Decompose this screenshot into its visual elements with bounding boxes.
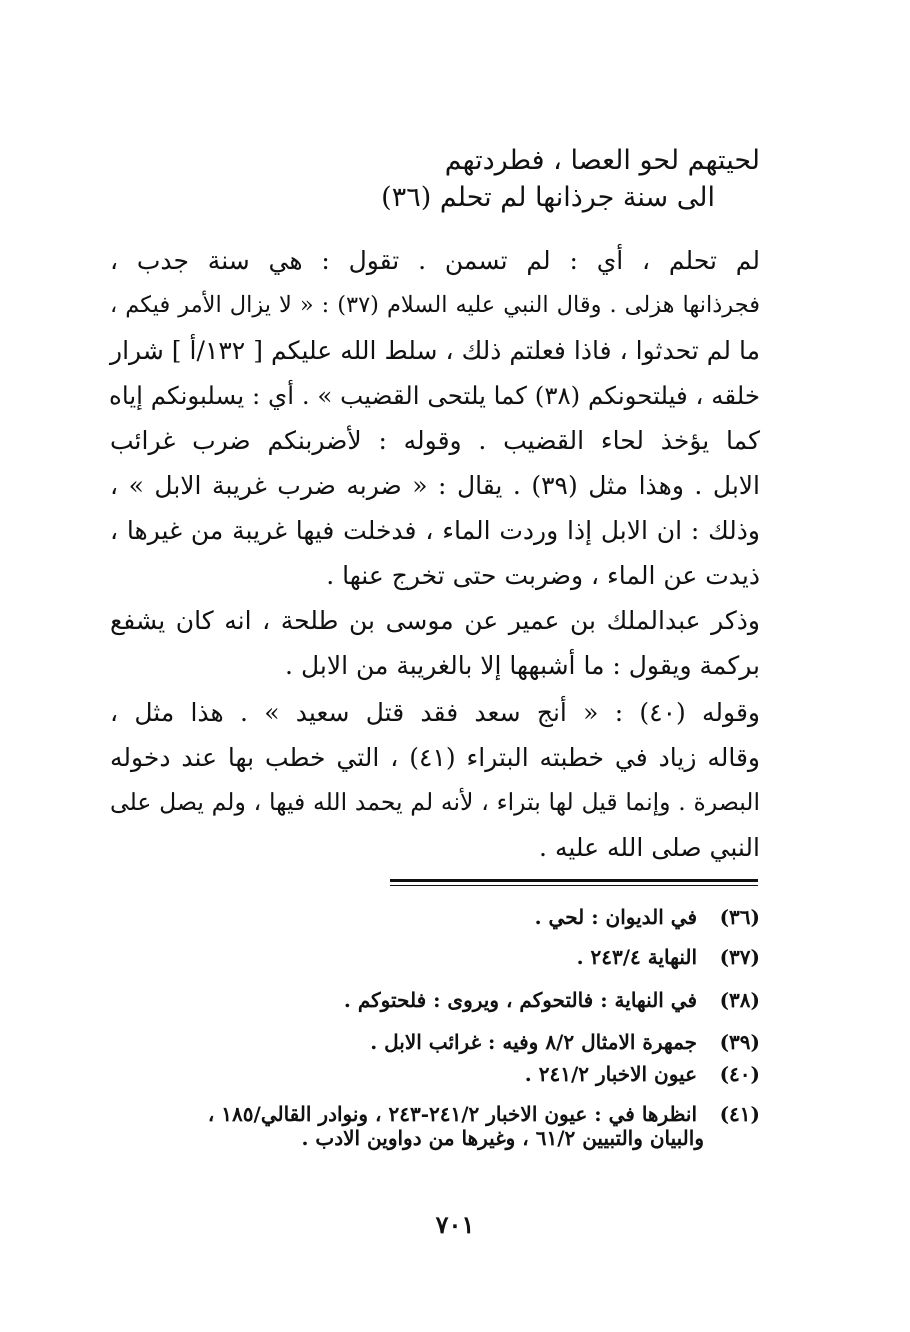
- text-line: لم تحلم ، أي : لم تسمن . تقول : هي سنة جدب ،: [110, 246, 760, 275]
- footnote: [535, 905, 760, 929]
- text-line: ما لم تحدثوا ، فاذا فعلتم ذلك ، سلط الله عليكم [ ١٣٢/أ ] شرار: [110, 336, 760, 365]
- poem-verse-2: الى سنة جرذانها لم تحلم (٣٦): [381, 182, 715, 213]
- footnote: [344, 988, 760, 1012]
- footnote-number: (٣٨): [719, 988, 760, 1012]
- text-line: الابل . وهذا مثل (٣٩) . يقال : « ضربه ضرب غريبة الابل » ،: [110, 471, 760, 500]
- text-line: البصرة . وإنما قيل لها بتراء ، لأنه لم يحمد الله فيها ، ولم يصل على: [110, 788, 760, 816]
- text-line: كما يؤخذ لحاء القضيب . وقوله : لأضربنكم ضرب غرائب: [110, 426, 760, 455]
- text-line: ذيدت عن الماء ، وضربت حتى تخرج عنها .: [326, 561, 760, 590]
- footnote-text: النهاية ٢٤٣/٤ .: [576, 945, 698, 969]
- footnote-separator: [390, 879, 758, 882]
- poem-verse-1: لحيتهم لحو العصا ، فطردتهم: [444, 145, 760, 176]
- footnote: [577, 945, 760, 969]
- footnote-number: (٣٧): [719, 945, 760, 969]
- text-line: وذلك : ان الابل إذا وردت الماء ، فدخلت فيها غريبة من غيرها ،: [110, 516, 760, 545]
- footnote: [370, 1030, 760, 1054]
- footnote-number: (٣٦): [719, 905, 760, 929]
- footnote-number: (٣٩): [719, 1030, 760, 1054]
- text-line: بركمة ويقول : ما أشبهها إلا بالغريبة من الابل .: [285, 651, 760, 680]
- text-line: وذكر عبدالملك بن عمير عن موسى بن طلحة ، انه كان يشفع: [110, 606, 760, 635]
- text-line: النبي صلى الله عليه .: [539, 833, 760, 862]
- text-line: خلقه ، فيلتحونكم (٣٨) كما يلتحى القضيب » . أي : يسلبونكم إياه: [109, 381, 760, 410]
- text-line: وقوله (٤٠) : « أنج سعد فقد قتل سعيد » . هذا مثل ،: [110, 698, 760, 727]
- paragraph-1: [110, 238, 760, 598]
- footnote-text: انظرها في : عيون الاخبار ٢٤١/٢-٢٤٣ ، ونوادر القالي/١٨٥ ،: [207, 1102, 698, 1126]
- footnote-text: جمهرة الامثال ٨/٢ وفيه : غرائب الابل .: [370, 1030, 698, 1054]
- text-line: وقاله زياد في خطبته البتراء (٤١) ، التي خطب بها عند دخوله: [110, 743, 760, 772]
- footnote-number: (٤١): [719, 1102, 760, 1126]
- footnote-number: (٤٠): [719, 1062, 760, 1086]
- footnote-text: في الديوان : لحي .: [534, 905, 698, 929]
- footnote-text-continued: والبيان والتبيين ٦١/٢ ، وغيرها من دواوين الادب .: [301, 1126, 704, 1150]
- footnote: [208, 1102, 760, 1150]
- page-number: ٧٠١: [435, 1210, 475, 1239]
- paragraph-2: [110, 598, 760, 688]
- footnote-separator-thin: [390, 885, 758, 886]
- text-line: فجرذانها هزلى . وقال النبي عليه السلام (٣٧) : « لا يزال الأمر فيكم ،: [110, 292, 760, 318]
- paragraph-3: [110, 690, 760, 870]
- footnote-text: عيون الاخبار ٢٤١/٢ .: [524, 1062, 698, 1086]
- footnote-text: في النهاية : فالتحوكم ، ويروى : فلحتوكم .: [343, 988, 698, 1012]
- footnote: [525, 1062, 760, 1086]
